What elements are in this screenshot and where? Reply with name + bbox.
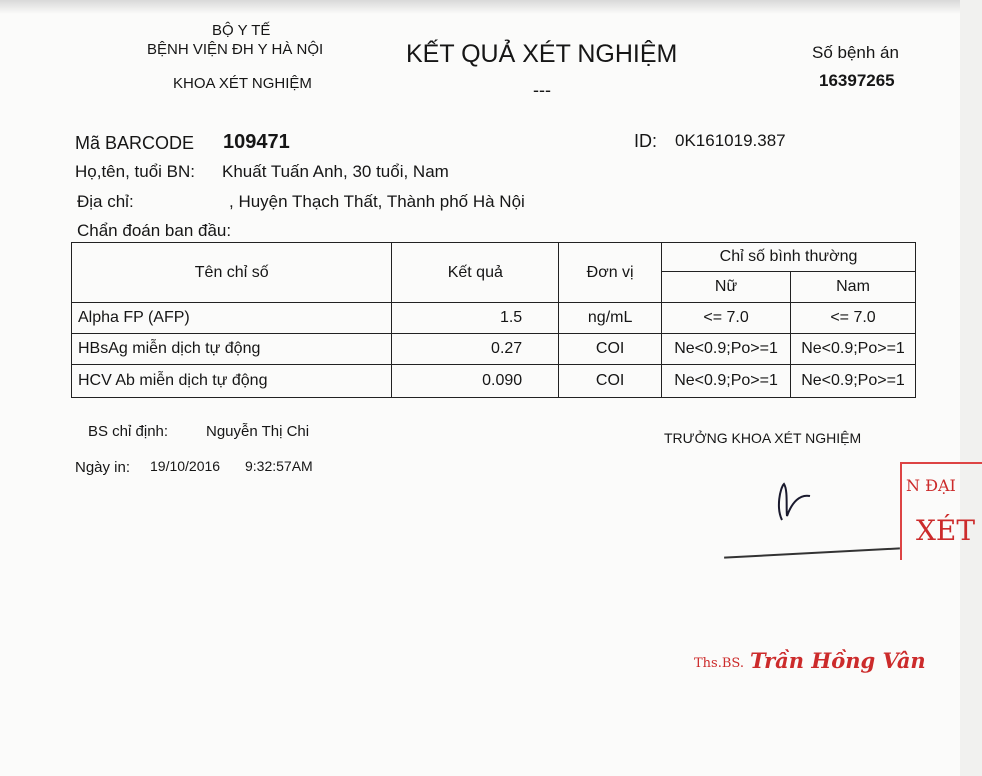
official-stamp	[900, 462, 982, 560]
department-head-title: TRƯỞNG KHOA XÉT NGHIỆM	[664, 430, 862, 446]
col-header-result: Kết quả	[392, 243, 559, 303]
normal-male: Ne<0.9;Po>=1	[791, 334, 916, 365]
record-label: Số bệnh án	[812, 43, 899, 62]
ministry-name: BỘ Y TẾ	[212, 22, 271, 39]
normal-female: Ne<0.9;Po>=1	[662, 334, 791, 365]
patient-name-value: Khuất Tuấn Anh, 30 tuổi, Nam	[222, 162, 449, 181]
address-value: , Huyện Thạch Thất, Thành phố Hà Nội	[229, 192, 525, 211]
signature-line	[724, 547, 900, 558]
col-header-female: Nữ	[662, 272, 791, 303]
normal-female: <= 7.0	[662, 303, 791, 334]
header-row	[72, 243, 916, 272]
normal-male: <= 7.0	[791, 303, 916, 334]
title-dashes: ---	[533, 80, 551, 100]
results-table	[71, 242, 916, 398]
table-row	[72, 334, 916, 365]
test-name: Alpha FP (AFP)	[72, 303, 392, 334]
test-result: 1.5	[392, 303, 559, 334]
test-unit: ng/mL	[559, 303, 662, 334]
test-unit: COI	[559, 365, 662, 398]
test-result: 0.090	[392, 365, 559, 398]
department-name: KHOA XÉT NGHIỆM	[173, 75, 312, 92]
test-name: HCV Ab miễn dịch tự động	[72, 365, 392, 398]
stamp-line-1: N ĐẠI	[906, 476, 956, 495]
normal-female: Ne<0.9;Po>=1	[662, 365, 791, 398]
signature-mark	[770, 478, 830, 528]
table-row	[72, 365, 916, 398]
address-label: Địa chỉ:	[77, 192, 134, 211]
signer-name: Trần Hồng Vân	[750, 648, 926, 673]
test-unit: COI	[559, 334, 662, 365]
hospital-name: BỆNH VIỆN ĐH Y HÀ NỘI	[147, 41, 324, 58]
id-label: ID:	[634, 131, 658, 151]
col-header-male: Nam	[791, 272, 916, 303]
stamp-line-2: XÉT	[916, 514, 976, 547]
test-result: 0.27	[392, 334, 559, 365]
id-value: 0K161019.387	[675, 131, 786, 150]
patient-name-label: Họ,tên, tuổi BN:	[75, 162, 196, 181]
print-date: 19/10/2016	[150, 458, 221, 474]
table-row	[72, 303, 916, 334]
print-time: 9:32:57AM	[245, 458, 313, 474]
col-header-normal: Chỉ số bình thường	[662, 243, 916, 272]
col-header-name: Tên chỉ số	[72, 243, 392, 303]
barcode-label: Mã BARCODE	[75, 133, 195, 153]
col-header-unit: Đơn vị	[559, 243, 662, 303]
document-title: KẾT QUẢ XÉT NGHIỆM	[406, 40, 678, 68]
doctor-label: BS chỉ định:	[88, 423, 169, 440]
doctor-name: Nguyễn Thị Chi	[206, 423, 310, 440]
print-label: Ngày in:	[75, 459, 131, 476]
test-name: HBsAg miễn dịch tự động	[72, 334, 392, 365]
barcode-value: 109471	[223, 131, 290, 153]
normal-male: Ne<0.9;Po>=1	[791, 365, 916, 398]
diagnosis-label: Chẩn đoán ban đầu:	[77, 221, 232, 240]
signer-prefix: Ths.BS.	[694, 656, 744, 671]
record-number: 16397265	[819, 71, 895, 90]
